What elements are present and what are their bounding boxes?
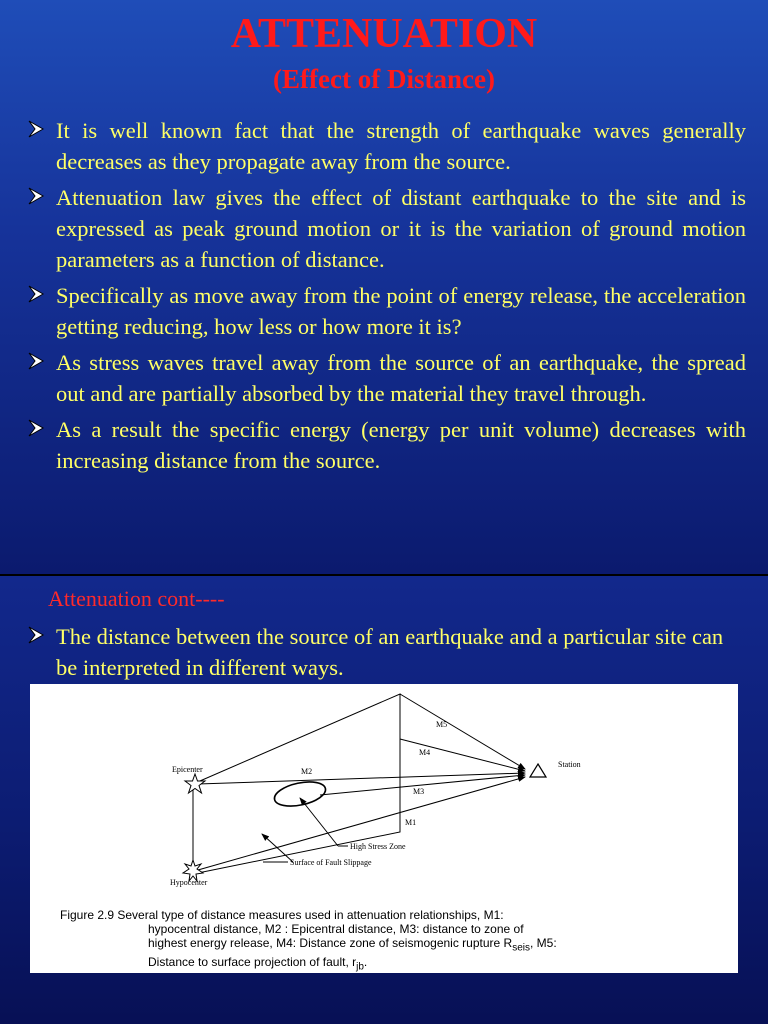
arrow-bullet-icon [26, 284, 46, 304]
bullet-item [26, 115, 746, 177]
slide-subtitle: (Effect of Distance) [273, 64, 495, 94]
bullet-text: Specifically as move away from the point of energy release, the acceleration getting reducing, how less or how more it is? [56, 283, 746, 339]
high-stress-zone-ellipse [272, 778, 327, 810]
label-hypocenter: Hypocenter [170, 878, 208, 887]
label-station: Station [558, 760, 581, 769]
bullet-list [26, 115, 746, 481]
caption-subscript: jb [356, 961, 364, 973]
bullet-text: As a result the specific energy (energy per unit volume) decreases with increasing distance from the source. [56, 417, 746, 473]
caption-text: , M5: [530, 936, 557, 950]
label-m1: M1 [405, 818, 417, 827]
label-fault-surface: Surface of Fault Slippage [290, 858, 372, 867]
label-m2: M2 [301, 767, 313, 776]
bullet-item [26, 347, 746, 409]
ray-m2 [198, 773, 525, 784]
label-epicenter: Epicenter [172, 765, 203, 774]
caption-line: Figure 2.9 Several type of distance measures used in attenuation relationships, M1: [60, 908, 504, 922]
arrow-bullet-icon [26, 119, 46, 139]
arrow-bullet-icon [26, 625, 46, 645]
arrow-bullet-icon [26, 186, 46, 206]
bullet-list [26, 621, 746, 688]
bullet-text: As stress waves travel away from the source of an earthquake, the spread out and are partially absorbed by the material they travel through. [56, 350, 746, 406]
caption-text: highest energy release, M4: Distance zone of seismogenic rupture R [148, 936, 513, 950]
label-m5: M5 [436, 720, 448, 729]
caption-line [60, 955, 730, 974]
epicenter-star-icon [185, 774, 205, 793]
slide-attenuation-cont [0, 576, 768, 1024]
ray-m5 [400, 694, 525, 769]
caption-line: hypocentral distance, M2 : Epicentral distance, M3: distance to zone of [148, 922, 524, 936]
bullet-item [26, 621, 746, 683]
bullet-item [26, 414, 746, 476]
bullet-text: Attenuation law gives the effect of distant earthquake to the site and is expressed as peak ground motion or it is the variation of ground motion parameters as a function of distance. [56, 185, 746, 272]
bullet-text: It is well known fact that the strength of earthquake waves generally decreases as they propagate away from the source. [56, 118, 746, 174]
figure-caption [60, 908, 730, 975]
pointer-high-stress [300, 798, 338, 846]
label-m3: M3 [413, 787, 425, 796]
arrow-bullet-icon [26, 418, 46, 438]
pointer-fault-surface [262, 834, 293, 862]
continuation-heading: Attenuation cont---- [48, 586, 225, 611]
arrow-bullet-icon [26, 351, 46, 371]
label-m4: M4 [419, 748, 431, 757]
bullet-item [26, 182, 746, 275]
caption-subscript: seis [512, 942, 530, 954]
figure-distance-measures [30, 684, 738, 973]
bullet-text: The distance between the source of an earthquake and a particular site can be interpreted in different ways. [56, 624, 724, 680]
caption-text: . [363, 955, 368, 970]
bullet-item [26, 280, 746, 342]
caption-text: Distance to surface projection of fault, r [148, 955, 357, 970]
label-high-stress-zone: High Stress Zone [350, 842, 406, 851]
slide-title: ATTENUATION [230, 11, 538, 57]
caption-line [60, 936, 730, 955]
station-triangle-icon [530, 764, 546, 777]
